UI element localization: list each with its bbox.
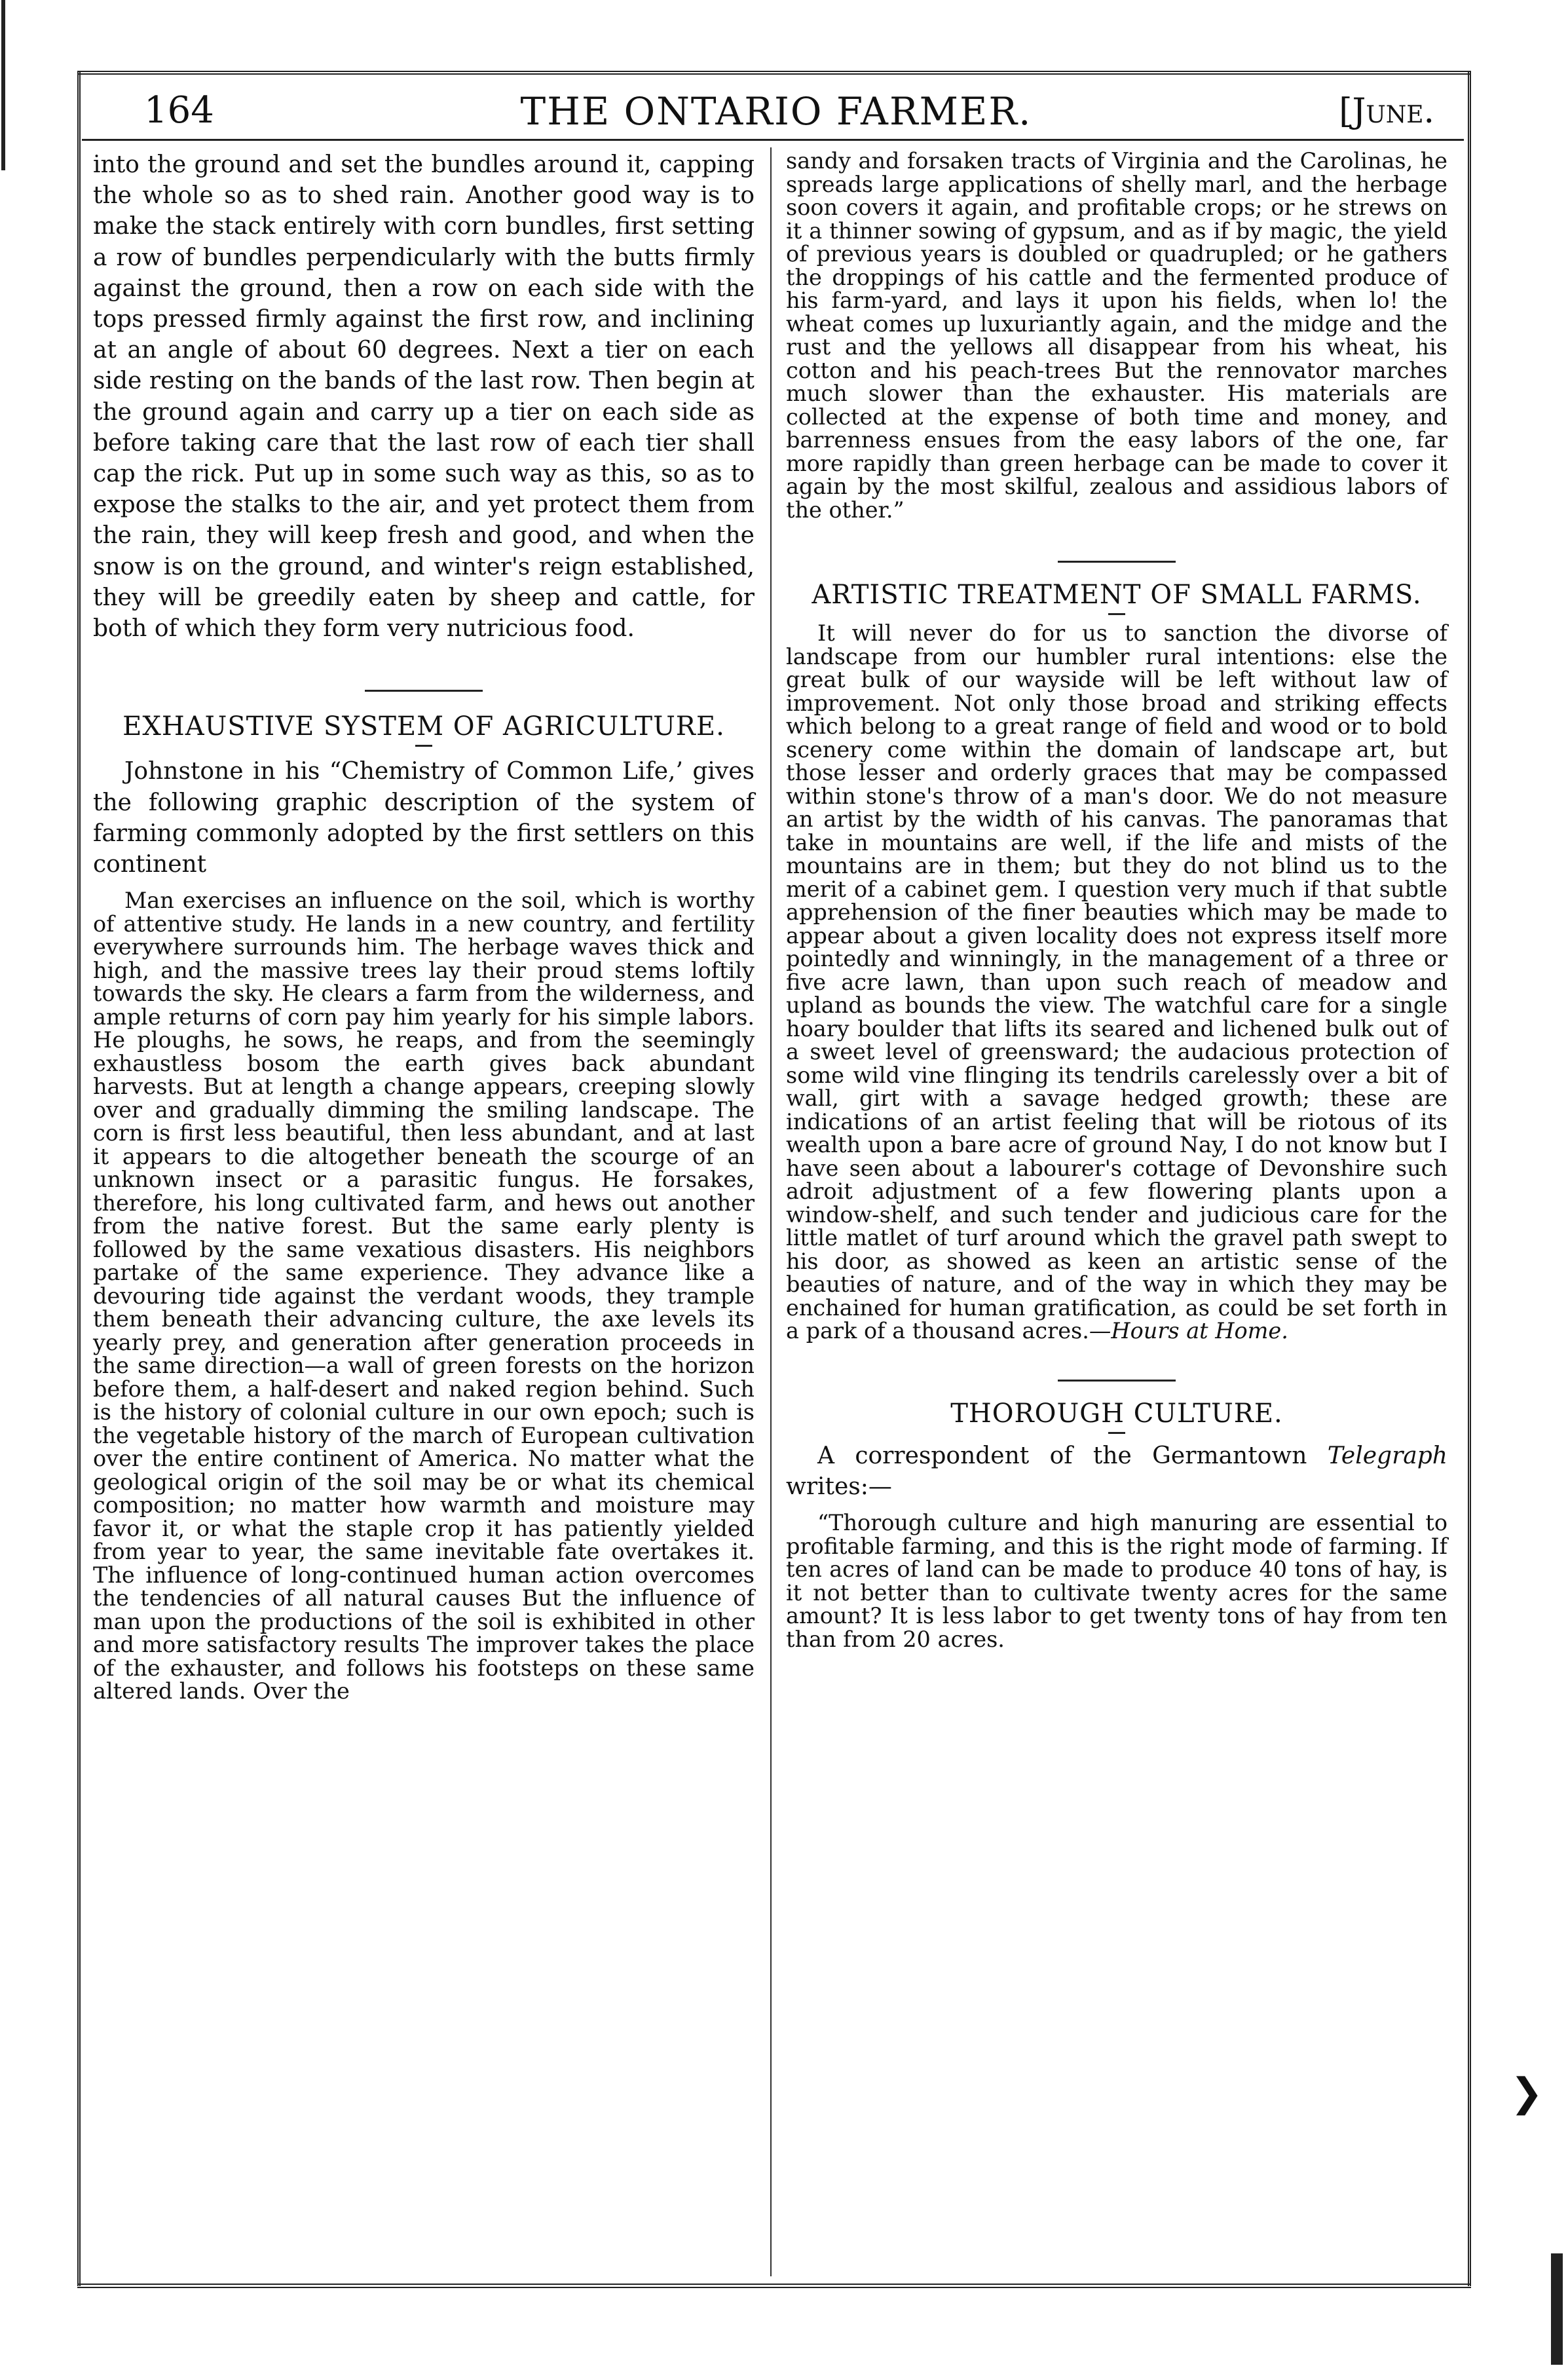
scan-edge-mark [1, 0, 5, 170]
artistic-treatment-text: It will never do for us to sanction the divorse of landscape from our humbler rural intentions: else the great bulk of our wayside will be left without law of improvement. Not only those broad and striking effects which belong to a great range of field and wood or to bold scenery come within the domain of landscape art, but those lesser and orderly graces that may be compassed within stone's throw of a man's door. We do not measure an artist by the width of his canvas. The panoramas that take in mountains are well, if the life and mists of the mountains are in them; but they do not blind us to the merit of a cabinet gem. I question very much if that subtle apprehension of the finer beauties which may be made to appear about a given locality does not express itself more pointedly and winningly, in the management of a three or five acre lawn, than upon such reach of meadow and upland as bounds the view. The watchful care for a single hoary boulder that lifts its seared and lichened bulk out of a sweet level of greensward; the audacious protection of some wild vine flinging its tendrils carelessly over a bit of wall, girt with a savage hedged growth; these are indications of an artist feeling that will be riotous of its wealth upon a bare acre of ground Nay, I do not know but I have seen about a labourer's cottage of Devonshire such adroit adjustment of a few flowering plants upon a window-shelf, and such tender and judicious care for the little matlet of turf around which the gravel path swept to his door, as showed as keen an artistic sense of the beauties of nature, and of the way in which they may be enchained for human gratification, as could be set forth in a park of a thousand acres. [786, 620, 1447, 1344]
section-intro-paragraph: Johnstone in his “Chemistry of Common Life,’ gives the following graphic description of the system of farming commonly adopted by the first settlers on this continent [93, 758, 755, 878]
bottom-double-rule [77, 2284, 1471, 2288]
page-number: 164 [144, 89, 214, 132]
thorough-culture-intro: A correspondent of the Germantown Telegraph writes:— [786, 1442, 1447, 1501]
section-heading-exhaustive-system: EXHAUSTIVE SYSTEM OF AGRICULTURE. [122, 711, 725, 742]
page-header [98, 84, 1454, 139]
header-rule [82, 139, 1464, 141]
publication-title: THE ONTARIO FARMER. [520, 89, 1032, 134]
issue-month: [June. [1339, 92, 1434, 131]
scan-edge-mark [1551, 2253, 1563, 2365]
section-heading-thorough-culture: THOROUGH CULTURE. [950, 1398, 1283, 1429]
column-divider [770, 147, 772, 2276]
continued-paragraph: into the ground and set the bundles around it, capping the whole so as to shed rain. Another good way is to make the stack entirely with corn bundles, first setting a row of bundles perpendicularly with the butts firmly against the ground, then a row on each side with the tops pressed firmly against the first row, and inclining at an angle of about 60 degrees. Next a tier on each side resting on the bands of the last row. Then begin at the ground again and carry up a tier on each side as before taking care that the last row of each tier shall cap the rick. Put up in some such way as this, so as to expose the stalks to the air, and yet protect them from the rain, they will keep fresh and good, and when the snow is on the ground, and winter's reign established, they will be greedily eaten by sheep and cattle, for both of which they form very nutricious food. [93, 151, 755, 643]
continued-quote-paragraph: sandy and forsaken tracts of Virginia and the Carolinas, he spreads large applications of shelly marl, and the herbage soon covers it again, and profitable crops; or he strews on it a thinner sowing of gypsum, and as if by magic, the yield of previous years is doubled or quadrupled; or he gathers the droppings of his cattle and the fermented produce of his farm-yard, and lays it upon his fields, when lo! the wheat comes up luxuriantly again, and the midge and the rust and the yellows all disappear from his wheat, his cotton and his peach-trees But the rennovator marches much slower than the exhauster. His materials are collected at the expense of both time and money, and barrenness ensues from the easy labors of the one, far more rapidly than green herbage can be made to cover it again by the most skilful, zealous and assidious labors of the other.” [786, 148, 1447, 523]
right-column [786, 149, 1447, 1651]
newspaper-name: Telegraph [1327, 1442, 1447, 1469]
section-heading-artistic-treatment: ARTISTIC TREATMENT OF SMALL FARMS. [812, 580, 1422, 610]
left-column [93, 149, 755, 1703]
artistic-treatment-paragraph [786, 622, 1447, 1343]
thorough-culture-quote: “Thorough culture and high manuring are essential to profitable farming, and this is the right mode of farming. If ten acres of land can be made to produce 40 tons of hay, is it not better than to cultivate twenty acres for the same amount? It is less labor to get twenty tons of hay from ten than from 20 acres. [786, 1510, 1447, 1652]
margin-mark-icon: ❯ [1510, 2070, 1543, 2116]
source-attribution: —Hours at Home. [1089, 1318, 1288, 1344]
quoted-passage: Man exercises an influence on the soil, which is worthy of attentive study. He lands in a new country, and fertility everywhere surrounds him. The herbage waves thick and high, and the massive trees lay their proud stems loftily towards the sky. He clears a farm from the wilderness, and ample returns of corn pay him yearly for his simple labors. He ploughs, he sows, he reaps, and from the seemingly exhaustless bosom the earth gives back abundant harvests. But at length a change appears, creeping slowly over and gradually dimming the smiling landscape. The corn is first less beautiful, then less abundant, and at last it appears to die altogether beneath the scourge of an unknown insect or a parasitic fungus. He forsakes, therefore, his long cultivated farm, and hews out another from the native forest. But the same early plenty is followed by the same vexatious disasters. His neighbors partake of the same experience. They advance like a devouring tide against the verdant woods, they trample them beneath their advancing culture, the axe levels its yearly prey, and generation after generation proceeds in the same direction—a wall of green forests on the horizon before them, a half-desert and naked region behind. Such is the history of colonial culture in our own epoch; such is the vegetable history of the march of European cultivation over the entire continent of America. No matter what the geological origin of the soil may be or what its chemical composition; no matter how warmth and moisture may favor it, or what the staple crop it has patiently yielded from year to year, the same inevitable fate overtakes it. The influence of long-continued human action overcomes the tendencies of all natural causes But the influence of man upon the productions of the soil is exhibited in other and more satisfactory results The improver takes the place of the exhauster, and follows his footsteps on these same altered lands. Over the [93, 888, 755, 1704]
